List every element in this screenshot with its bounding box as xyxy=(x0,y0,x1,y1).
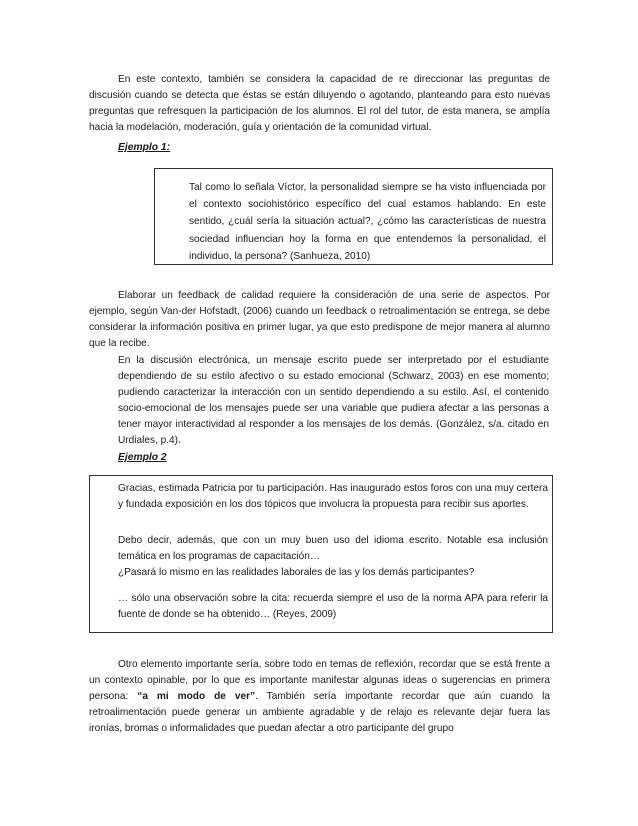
paragraph-reflection-text-2: . También sería importante recordar que aún cuando la retroalimentación puede generar un ambiente agradable y de relajo es relevante dejar fuera las ironías, bromas o informalidades que puedan afectar a otro participante del grupo xyxy=(89,691,550,735)
paragraph-feedback-text: Elaborar un feedback de calidad requiere la consideración de una serie de aspectos. Por ejemplo, según Van-der Hofstadt, (2006) cuando un feedback o retroalimentación se entrega, se debe considerar la información positiva en primer lugar, ya que esto predispone de mejor manera al alumno que la recibe. xyxy=(89,290,550,350)
example-1-heading: Ejemplo 1: xyxy=(118,142,171,153)
paragraph-reflection xyxy=(89,657,550,737)
paragraph-feedback xyxy=(89,288,550,352)
example-2-heading: Ejemplo 2 xyxy=(118,452,167,463)
example-2-paragraph-1: Gracias, estimada Patricia por tu participación. Has inaugurado estos foros con una muy certera y fundada exposición en los dos tópicos que involucra la propuesta para recibir sus aportes. xyxy=(118,483,548,510)
example-1-text: Tal como lo señala Víctor, la personalidad siempre se ha visto influenciada por el contexto sociohistórico específico del cual estamos hablando. En este sentido, ¿cuál sería la situación actual?, ¿cómo las características de nuestra sociedad influencian hoy la forma en que entendemos la personalidad, el individuo, la persona? (Sanhueza, 2010) xyxy=(189,182,546,262)
paragraph-reflection-text-1: Otro elemento importante sería, sobre todo en temas de reflexión, recordar que se está frente a un contexto opinable, por lo que es importante manifestar algunas ideas o sugerencias en primera persona: xyxy=(89,659,550,703)
paragraph-intro-text: En este contexto, también se considera la capacidad de re direccionar las preguntas de discusión cuando se detecta que éstas se están diluyendo o agotando, planteando para esto nuevas preguntas que refresquen la participación de los alumnos. El rol del tutor, de esta manera, se amplía hacia la modelación, moderación, guía y orientación de la comunidad virtual. xyxy=(89,74,550,134)
example-2-box xyxy=(89,475,553,633)
example-2-paragraph-2: Debo decir, además, que con un muy buen uso del idioma escrito. Notable esa inclusión temática en los programas de capacitación… xyxy=(118,535,548,562)
paragraph-reflection-bold: “a mi modo de ver” xyxy=(137,691,256,703)
block-quote: En la discusión electrónica, un mensaje escrito puede ser interpretado por el estudiante dependiendo de su estilo afectivo o su estado emocional (Schwarz, 2003) en ese momento; pudiendo caracterizar la interacción con un sentido dependiendo a su estilo. Así, el contenido socio-emocional de los mensajes puede ser una variable que pudiera afectar a las personas a tener mayor interactividad al responder a los mensajes de los demás. (González, s/a. citado en Urdiales, p.4). xyxy=(118,355,549,447)
paragraph-intro xyxy=(89,72,550,136)
example-1-box xyxy=(154,168,553,265)
example-2-paragraph-2b: ¿Pasará lo mismo en las realidades laborales de las y los demás participantes? xyxy=(118,567,475,578)
example-2-paragraph-3: … sólo una observación sobre la cita: recuerda siempre el uso de la norma APA para referir la fuente de donde se ha obtenido… (Reyes, 2009) xyxy=(118,593,548,620)
